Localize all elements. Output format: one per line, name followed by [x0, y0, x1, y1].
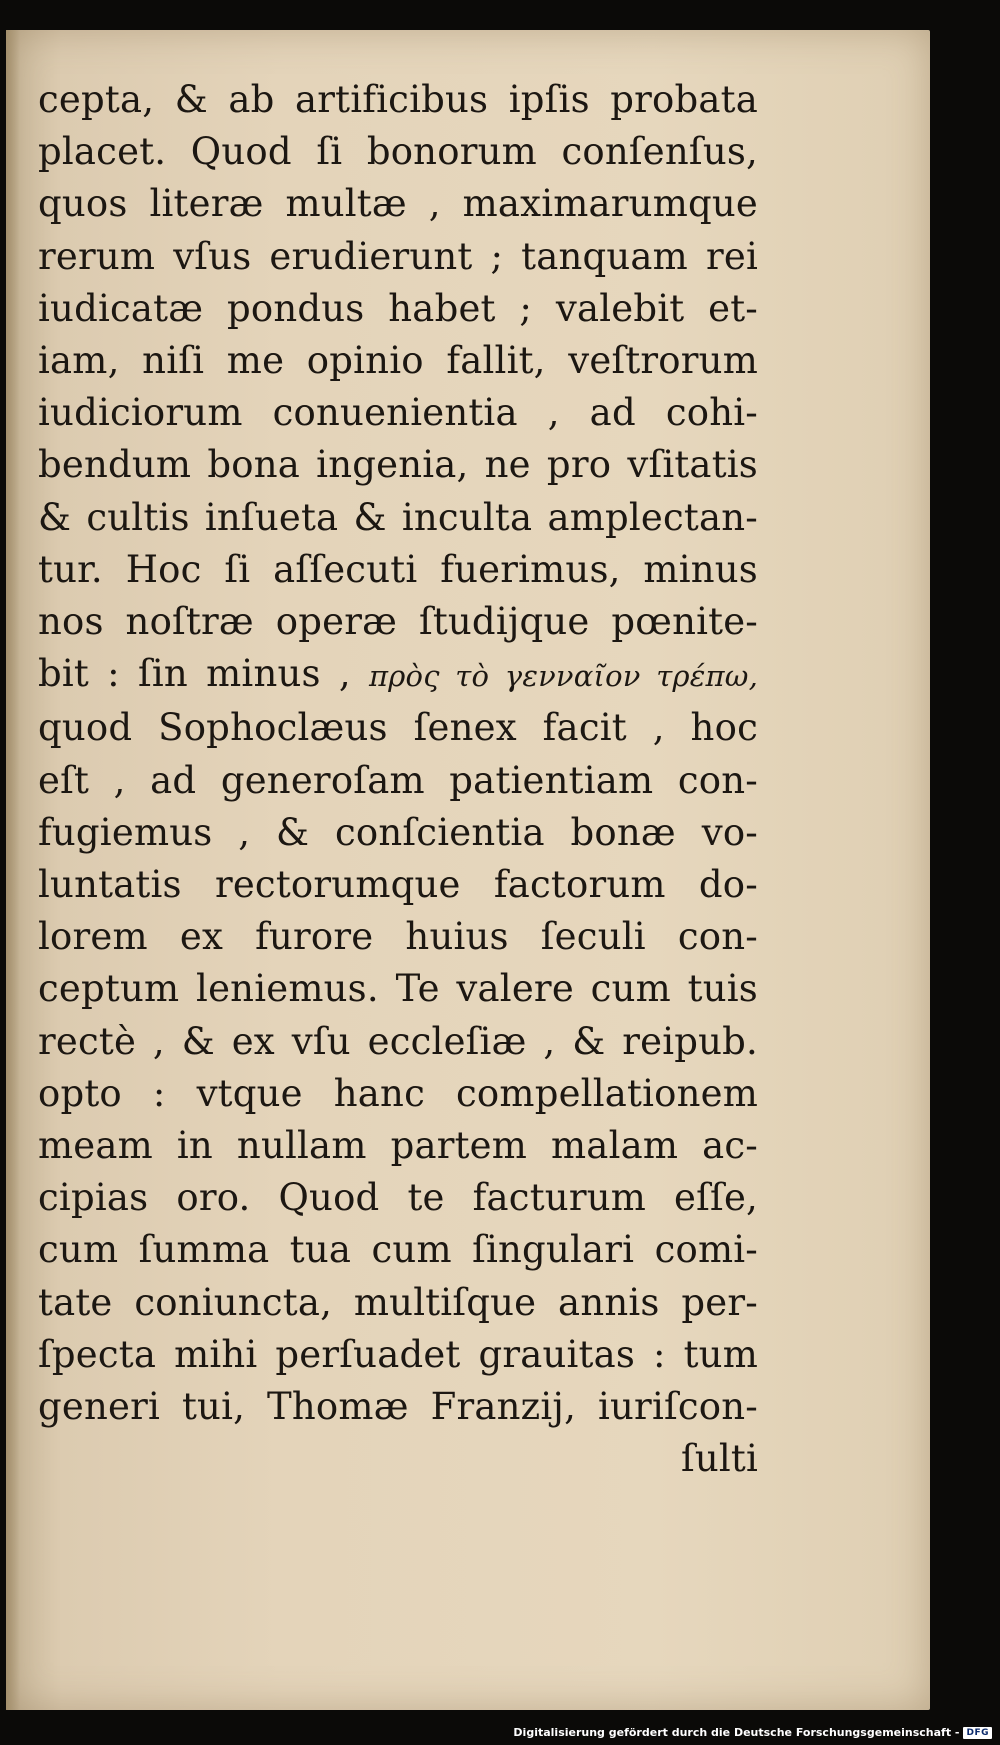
dfg-logo: DFG: [963, 1727, 992, 1739]
text-line: cipias oro. Quod te facturum eſſe,: [38, 1176, 758, 1220]
text-line: tate coniuncta, multiſque annis per-: [38, 1280, 758, 1324]
text-line: opto : vtque hanc compellationem: [38, 1071, 758, 1115]
greek-quotation: πρὸς τὸ γενναῖον τρέπω,: [369, 659, 759, 694]
greek-line-lead: bit : ſin minus ,: [38, 652, 351, 696]
text-line: fugiemus , & conſcientia bonæ vo-: [38, 810, 758, 854]
digitization-credit: [513, 1726, 992, 1739]
credit-text: Digitalisierung gefördert durch die Deutsche Forschungsgemeinschaft -: [513, 1726, 960, 1739]
text-line: meam in nullam partem malam ac-: [38, 1124, 758, 1168]
text-line: cepta, & ab artificibus ipſis probata: [38, 78, 758, 121]
text-line: & cultis inſueta & inculta amplectan-: [38, 495, 758, 539]
text-line: rerum vſus erudierunt ; tanquam rei: [38, 234, 758, 278]
text-line: placet. Quod ſi bonorum conſenſus,: [38, 130, 758, 174]
text-line: iudiciorum conuenientia , ad cohi-: [38, 391, 758, 435]
text-line: eſt , ad generoſam patientiam con-: [38, 758, 758, 802]
text-line: bendum bona ingenia, ne pro vſitatis: [38, 443, 758, 487]
text-line: cum ſumma tua cum ſingulari comi-: [38, 1228, 758, 1272]
page-edge-shadow: [6, 30, 20, 1710]
text-line: nos noſtræ operæ ſtudijque pœnite-: [38, 600, 758, 644]
catchword: ſulti: [680, 1437, 758, 1481]
text-line: tur. Hoc ſi aſſecuti fuerimus, minus: [38, 547, 758, 591]
text-line: iudicatæ pondus habet ; valebit et-: [38, 286, 758, 330]
text-line: iam, niſi me opinio fallit, veſtrorum: [38, 339, 758, 383]
text-line: quos literæ multæ , maximarumque: [38, 182, 758, 226]
text-line: luntatis rectorumque factorum do-: [38, 863, 758, 907]
text-line: ceptum leniemus. Te valere cum tuis: [38, 967, 758, 1011]
book-page: [6, 30, 930, 1710]
text-line: ſpecta mihi perſuadet grauitas : tum: [38, 1332, 758, 1376]
text-line: lorem ex furore huius ſeculi con-: [38, 915, 758, 959]
text-line: quod Sophoclæus ſenex facit , hoc: [38, 706, 758, 750]
text-line: rectè , & ex vſu eccleſiæ , & reipub.: [38, 1019, 758, 1063]
text-line-with-greek: [38, 648, 758, 702]
text-line: generi tui, Thomæ Franzij, iuriſcon-: [38, 1385, 758, 1429]
body-text: [38, 74, 758, 1485]
